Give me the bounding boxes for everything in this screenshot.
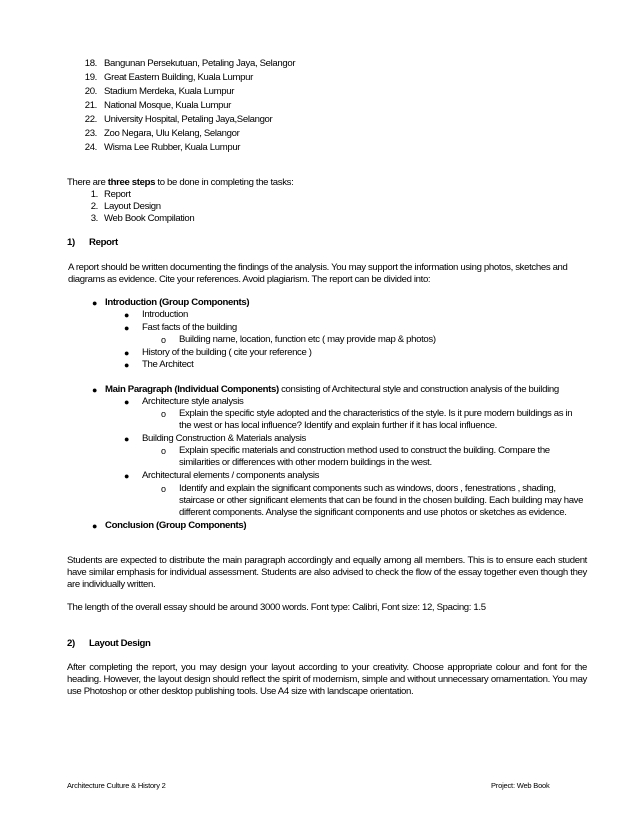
- list-item: Bangunan Persekutuan, Petaling Jaya, Selangor: [104, 58, 296, 69]
- steps-intro-text: There are: [67, 177, 108, 188]
- main-item-detail: Explain the specific style adopted and the characteristics of the style. Is it pure modern buildings as in the west or has local influence? Identify and explain further if it has local influence.: [179, 408, 573, 431]
- intro-heading: Introduction (Group Components): [105, 297, 250, 308]
- main-heading-bold: Main Paragraph (Individual Components): [105, 384, 279, 395]
- step-number: 2.: [90, 201, 98, 212]
- step-item: Web Book Compilation: [104, 213, 195, 224]
- list-number: 22.: [84, 114, 97, 125]
- intro-item: Fast facts of the building: [142, 322, 237, 333]
- bullet-icon: ●: [124, 360, 130, 370]
- list-item: Stadium Merdeka, Kuala Lumpur: [104, 86, 235, 97]
- list-item: Zoo Negara, Ulu Kelang, Selangor: [104, 128, 240, 139]
- list-item: Wisma Lee Rubber, Kuala Lumpur: [104, 142, 241, 153]
- main-item: Architectural elements / components analysis: [142, 470, 320, 481]
- bullet-icon: ●: [92, 298, 98, 308]
- bullet-icon: ●: [124, 471, 130, 481]
- bullet-icon: ●: [92, 385, 98, 395]
- section-1-paragraph: A report should be written documenting the findings of the analysis. You may support the information using photos, sketches and diagrams as evidence. Cite your references. Avoid plagiarism. The report can be divided into:: [68, 262, 568, 285]
- main-item: Building Construction & Materials analysis: [142, 433, 306, 444]
- step-number: 3.: [90, 213, 98, 224]
- step-number: 1.: [90, 189, 98, 200]
- list-item: National Mosque, Kuala Lumpur: [104, 100, 231, 111]
- main-item-detail: Explain specific materials and construction method used to construct the building. Compare the similarities or differences with other modern buildings in the west.: [179, 445, 550, 468]
- length-paragraph: The length of the overall essay should be around 3000 words. Font type: Calibri, Font size: 12, Spacing: 1.5: [67, 602, 486, 613]
- list-number: 24.: [84, 142, 97, 153]
- section-2-title: Layout Design: [89, 638, 151, 649]
- list-number: 19.: [84, 72, 97, 83]
- list-number: 20.: [84, 86, 97, 97]
- list-number: 21.: [84, 100, 97, 111]
- steps-intro: [67, 177, 293, 189]
- bullet-icon: ●: [124, 310, 130, 320]
- bullet-icon: ●: [92, 521, 98, 531]
- list-number: 18.: [84, 58, 97, 69]
- steps-intro-bold: three steps: [107, 177, 156, 188]
- bullet-icon: ●: [124, 397, 130, 407]
- section-2-number: 2): [67, 638, 75, 649]
- step-item: Report: [104, 189, 131, 200]
- conclusion-heading: Conclusion (Group Components): [105, 520, 247, 531]
- main-item: Architecture style analysis: [142, 396, 244, 407]
- intro-subitem: Building name, location, function etc ( may provide map & photos): [179, 334, 436, 345]
- list-number: 23.: [84, 128, 97, 139]
- main-heading: [105, 384, 559, 396]
- section-2-paragraph: After completing the report, you may design your layout according to your creativity. Choose appropriate colour and font for the heading. However, the layout design should reflect the spirit of modernism, simple and without unnecessary ornamentation. You may use Photoshop or other desktop publishing tools. Use A4 size with landscape orientation.: [67, 662, 587, 697]
- bullet-icon: ●: [124, 348, 130, 358]
- footer-right: Project: Web Book: [491, 781, 550, 790]
- circle-bullet-icon: o: [161, 409, 166, 419]
- step-item: Layout Design: [104, 201, 161, 212]
- section-1-number: 1): [67, 237, 75, 248]
- steps-intro-text-end: to be done in completing the tasks:: [155, 177, 294, 188]
- intro-item: The Architect: [142, 359, 194, 370]
- footer-left: Architecture Culture & History 2: [67, 781, 166, 790]
- students-paragraph: Students are expected to distribute the main paragraph accordingly and equally among all members. This is to ensure each student have similar emphasis for individual assessment. Students are also advised to check the flow of the essay together even though they are individually written.: [67, 555, 587, 590]
- main-item-detail: Identify and explain the significant components such as windows, doors , fenestrations , shading, staircase or other significant elements that can be found in the chosen building. Each building may have different components. Analyse the significant components and use photos or sketches as evidence.: [179, 483, 584, 518]
- intro-item: Introduction: [142, 309, 188, 320]
- intro-item: History of the building ( cite your reference ): [142, 347, 312, 358]
- circle-bullet-icon: o: [161, 335, 166, 345]
- circle-bullet-icon: o: [161, 446, 166, 456]
- section-1-title: Report: [89, 237, 118, 248]
- list-item: University Hospital, Petaling Jaya,Selangor: [104, 114, 273, 125]
- circle-bullet-icon: o: [161, 484, 166, 494]
- list-item: Great Eastern Building, Kuala Lumpur: [104, 72, 253, 83]
- main-heading-rest: consisting of Architectural style and construction analysis of the building: [278, 384, 559, 395]
- bullet-icon: ●: [124, 434, 130, 444]
- bullet-icon: ●: [124, 323, 130, 333]
